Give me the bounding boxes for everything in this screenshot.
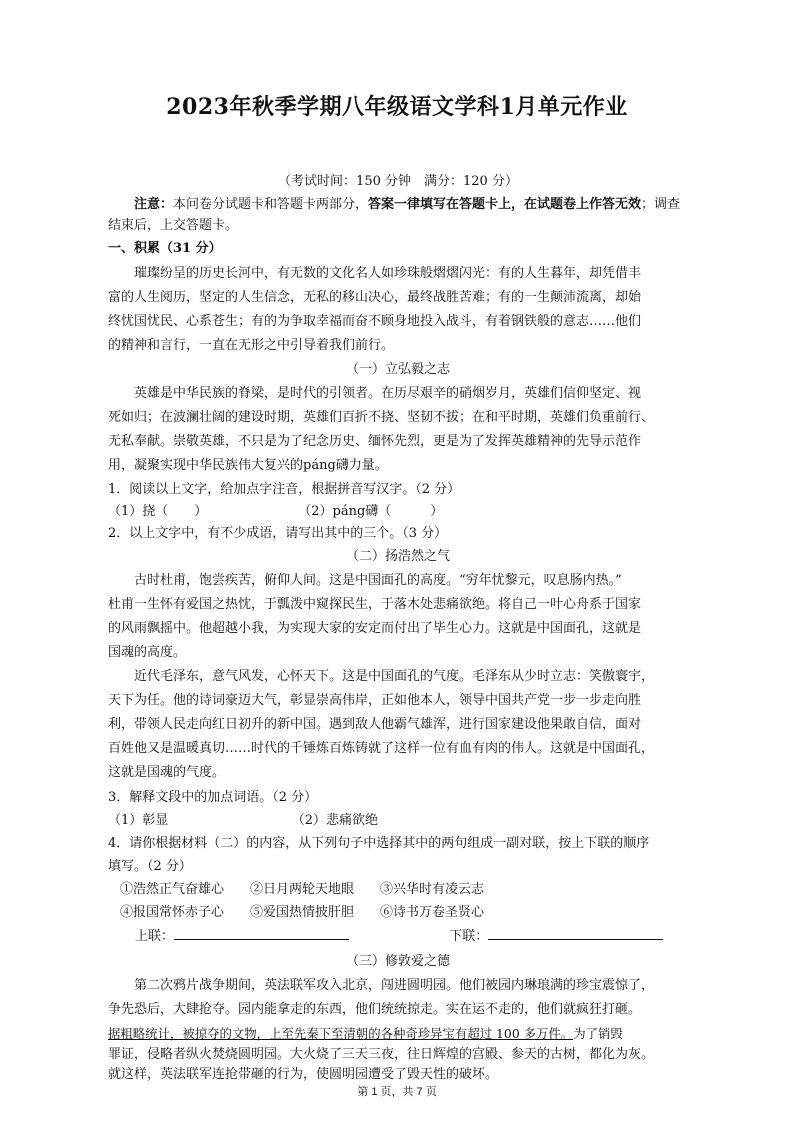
lower-couplet-label: 下联：	[449, 929, 489, 944]
question-4-line-2: 填写。（2 分）	[108, 859, 192, 874]
note-lead: 注意：	[134, 197, 174, 212]
question-1: 1．阅读以上文字，给加点字注音，根据拼音写汉字。（2 分）	[108, 482, 461, 497]
part2-heading: （二）扬浩然之气	[345, 549, 450, 564]
part2-line: 杜甫一生怀有爱国之热忱，于瓢泼中窥探民生，于落木处悲痛欲绝。将自己一叶心舟系于国家	[108, 597, 642, 612]
part1-line: 用，凝聚实现中华民族伟大复兴的páng礴力量。	[108, 458, 388, 473]
page-footer: 第 1 页，共 7 页	[357, 1086, 437, 1098]
question-2: 2．以上文字中，有不少成语，请写出其中的三个。（3 分）	[108, 526, 448, 541]
note-line-2: 结束后，上交答题卡。	[108, 218, 239, 233]
part2-line: 近代毛泽东，意气风发，心怀天下。这是中国面孔的气度。毛泽东从少时立志：笑傲寰宇，	[134, 669, 655, 684]
part3-line: 争先恐后，大肆抢夺。园内能拿走的东西，他们统统掠走。实在运不走的，他们就疯狂打砸。	[108, 1002, 642, 1017]
question-3: 3．解释文段中的加点词语。（2 分）	[108, 790, 318, 805]
part2-line: 这就是国魂的气度。	[108, 765, 226, 780]
upper-couplet-blank[interactable]	[174, 925, 349, 940]
part2-line: 国魂的高度。	[108, 645, 187, 660]
part2-line: 天下为任。他的诗词豪迈大气，彰显崇高伟岸，正如他本人，领导中国共产党一步一步走向胜	[108, 693, 642, 708]
page-title: 2023年秋季学期八年级语文学科1月单元作业	[166, 94, 628, 120]
part1-line: 英雄是中华民族的脊梁，是时代的引领者。在历尽艰辛的硝烟岁月，英雄们信仰坚定、视	[134, 386, 642, 401]
part3-line: 第二次鸦片战争期间，英法联军攻入北京，闯进圆明园。他们被园内琳琅满的珍宝震惊了，	[134, 978, 655, 993]
lower-couplet-blank[interactable]	[488, 925, 663, 940]
part3-line-tail: 为了销毁	[573, 1026, 623, 1041]
intro-line: 终忧国忧民、心系苍生；有的为争取幸福而奋不顾身地投入战斗，有着钢铁般的意志……他们	[108, 314, 642, 329]
part3-line: 罪证，侵略者纵火焚烧圆明园。大火烧了三天三夜，往日辉煌的宫殿、参天的古树，都化为灰。	[108, 1047, 655, 1062]
part1-heading: （一）立弘毅之志	[345, 362, 450, 377]
intro-line: 的精神和言行，一直在无形之中引导着我们前行。	[108, 338, 395, 353]
couplet-options-row: ④报国常怀赤子心 ⑤爱国热情披肝胆 ⑥诗书万卷圣贤心	[120, 905, 485, 920]
part2-line: 百姓他又是温暖真切……时代的千锤炼百炼铸就了这样一位有血有肉的伟人。这就是中国面孔，	[108, 741, 655, 756]
note-text-2: ；调查	[641, 197, 681, 212]
part1-line: 无私奉献。崇敬英雄，不只是为了纪念历史、缅怀先烈，更是为了发挥英雄精神的先导示范作	[108, 434, 642, 449]
part2-line: 利，带领人民走向红日初升的新中国。遇到敌人他霸气雄浑，进行国家建设他果敢自信，面对	[108, 717, 642, 732]
question-4-line-1: 4．请你根据材料（二）的内容，从下列句子中选择其中的两句组成一副对联，按上下联的顺序	[108, 836, 650, 851]
question-3-items: （1）彰显 （2）悲痛欲绝	[108, 813, 379, 828]
couplet-answer-row	[135, 925, 695, 949]
couplet-options-row: ①浩然正气奋雄心 ②日月两轮天地眼 ③兴华时有凌云志	[120, 882, 485, 897]
question-1-items: （1）挠（ ） （2）páng礴（ ）	[108, 504, 444, 519]
section-heading: 一、积累（31 分）	[108, 241, 222, 256]
part1-line: 死如归；在波澜壮阔的建设时期，英雄们百折不挠、坚韧不拔；在和平时期，英雄们负重前行、	[108, 410, 655, 425]
part3-heading: （三）修敦爱之德	[345, 954, 450, 969]
underlined-sentence: 据粗略统计，被掠夺的文物，上至先秦下至清朝的各种奇珍异宝有超过 100 多万件。	[108, 1026, 574, 1041]
part2-line: 的风雨飘摇中。他超越小我，为实现大家的安定而付出了毕生心力。这就是中国面孔，这就是	[108, 621, 642, 636]
intro-line: 富的人生阅历，坚定的人生信念，无私的移山决心，最终战胜苦难；有的一生颠沛流离，却始	[108, 290, 642, 305]
upper-couplet-label: 上联：	[135, 929, 175, 944]
note-bold: 答案一律填写在答题卡上，在试题卷上作答无效	[368, 197, 642, 212]
exam-info: （考试时间：150 分钟 满分：120 分）	[278, 174, 518, 189]
part3-line: 就这样，英法联军连抢带砸的行为，使圆明园遭受了毁天性的破坏。	[108, 1067, 499, 1082]
intro-line: 璀璨纷呈的历史长河中，有无数的文化名人如珍珠般熠熠闪光：有的人生暮年，却凭借丰	[134, 266, 642, 281]
note-text-1: 本问卷分试题卡和答题卡两部分，	[173, 197, 369, 212]
part2-line: 古时杜甫，饱尝疾苦，俯仰人间。这是中国面孔的高度。“穷年忧黎元，叹息肠内热。”	[134, 573, 622, 588]
